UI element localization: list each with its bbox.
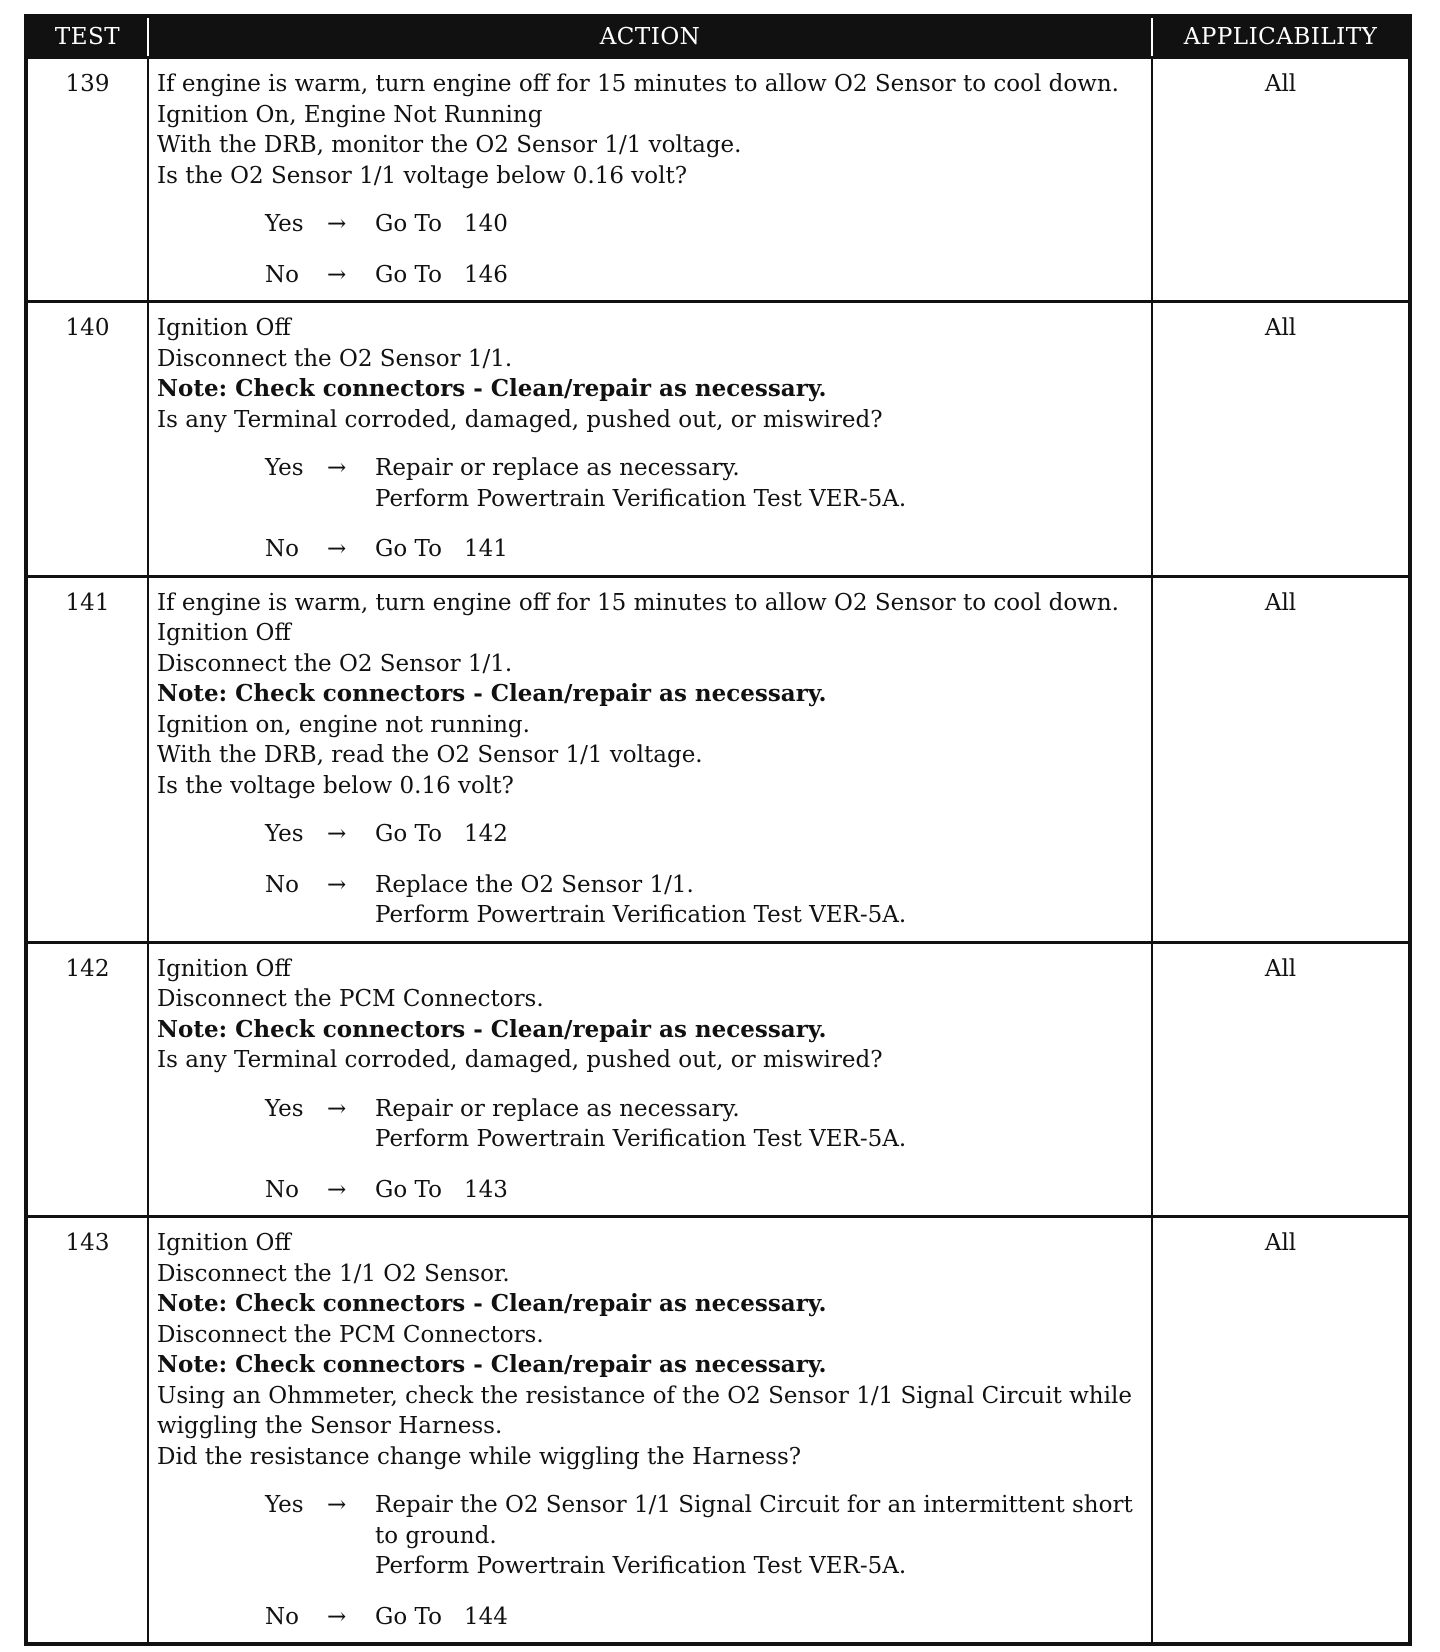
answer-result: [375, 819, 1145, 850]
action-step: Ignition Off: [157, 620, 291, 646]
answer-instruction: Perform Powertrain Verification Test VER-5A.: [375, 485, 907, 512]
goto-reference: [375, 260, 1145, 291]
arrow-right-icon: →: [327, 261, 347, 288]
arrow-right-icon: →: [327, 821, 347, 847]
arrow-right-icon: →: [327, 1492, 347, 1518]
answer-label: No: [265, 536, 299, 562]
arrow-right-icon: →: [327, 1095, 347, 1122]
answer-no: [265, 534, 1145, 565]
goto-reference: [375, 534, 1145, 565]
answer-result: [375, 1602, 1145, 1633]
goto-target: 142: [463, 821, 508, 847]
answer-yes: [265, 209, 1145, 240]
applicability-value: All: [1152, 302, 1410, 577]
action-note: Note: Check connectors - Clean/repair as necessary.: [157, 680, 827, 707]
answer-instruction: Perform Powertrain Verification Test VER-5A.: [375, 1553, 907, 1579]
answer-result: [375, 260, 1145, 291]
table-row: [26, 576, 1410, 942]
action-step: Is the O2 Sensor 1/1 voltage below 0.16 volt?: [157, 162, 688, 189]
action-step: With the DRB, read the O2 Sensor 1/1 voltage.: [157, 742, 703, 768]
answer-label: No: [265, 1176, 299, 1203]
action-step: With the DRB, monitor the O2 Sensor 1/1 voltage.: [157, 132, 742, 158]
answer-label: Yes: [265, 821, 304, 847]
answer-no: [265, 870, 1145, 931]
action-step: Ignition Off: [157, 1230, 291, 1256]
answer-instruction: Repair or replace as necessary.: [375, 455, 740, 481]
answer-no: [265, 260, 1145, 291]
arrow-right-icon: →: [327, 211, 347, 237]
answer-instruction: Perform Powertrain Verification Test VER-5A.: [375, 902, 907, 928]
goto-target: 144: [463, 1603, 508, 1630]
table-row: [26, 302, 1410, 577]
action-step: Did the resistance change while wiggling the Harness?: [157, 1443, 802, 1470]
goto-reference: [375, 209, 1145, 240]
action-note: Note: Check connectors - Clean/repair as necessary.: [157, 1351, 827, 1378]
goto-label: Go To: [375, 821, 442, 847]
action-step: Ignition On, Engine Not Running: [157, 101, 543, 128]
answer-yes: [265, 453, 1145, 514]
goto-label: Go To: [375, 261, 442, 288]
answer-result: [375, 1094, 1145, 1155]
answer-label: Yes: [265, 1492, 304, 1518]
goto-target: 146: [463, 261, 508, 288]
answer-yes: [265, 819, 1145, 850]
action-step: Disconnect the O2 Sensor 1/1.: [157, 650, 513, 677]
arrow-right-icon: →: [327, 1603, 347, 1630]
answer-list: [157, 453, 1145, 565]
action-cell: [148, 942, 1152, 1217]
action-step: Using an Ohmmeter, check the resistance of the O2 Sensor 1/1 Signal Circuit while wiggling the Sensor Harness.: [157, 1382, 1132, 1439]
test-number: 140: [26, 302, 148, 577]
answer-list: [157, 819, 1145, 931]
action-step: Disconnect the PCM Connectors.: [157, 986, 544, 1012]
goto-label: Go To: [375, 211, 442, 237]
answer-instruction: Repair the O2 Sensor 1/1 Signal Circuit for an intermittent short to ground.: [375, 1492, 1133, 1549]
answer-label: Yes: [265, 211, 304, 237]
action-cell: [148, 58, 1152, 302]
applicability-value: All: [1152, 58, 1410, 302]
action-step: Is any Terminal corroded, damaged, pushed out, or miswired?: [157, 406, 883, 433]
applicability-value: All: [1152, 576, 1410, 942]
answer-result: [375, 453, 1145, 514]
action-step: Disconnect the PCM Connectors.: [157, 1321, 544, 1348]
answer-instruction: Perform Powertrain Verification Test VER-5A.: [375, 1126, 907, 1152]
answer-result: [375, 870, 1145, 931]
goto-target: 140: [463, 211, 508, 237]
action-note: Note: Check connectors - Clean/repair as necessary.: [157, 1015, 827, 1043]
answer-result: [375, 209, 1145, 240]
arrow-right-icon: →: [327, 455, 347, 481]
arrow-right-icon: →: [327, 536, 347, 562]
test-number: 139: [26, 58, 148, 302]
column-header-test: TEST: [26, 16, 148, 58]
answer-no: [265, 1175, 1145, 1206]
action-cell: [148, 302, 1152, 577]
answer-instruction: Replace the O2 Sensor 1/1.: [375, 871, 694, 898]
answer-label: No: [265, 871, 299, 898]
answer-list: [157, 1094, 1145, 1206]
answer-instruction: Repair or replace as necessary.: [375, 1095, 740, 1122]
applicability-value: All: [1152, 1217, 1410, 1645]
action-note: Note: Check connectors - Clean/repair as necessary.: [157, 1290, 827, 1317]
action-note: Note: Check connectors - Clean/repair as necessary.: [157, 375, 827, 402]
action-step: If engine is warm, turn engine off for 15 minutes to allow O2 Sensor to cool down.: [157, 71, 1119, 97]
answer-label: Yes: [265, 1095, 304, 1122]
action-step: Is the voltage below 0.16 volt?: [157, 772, 514, 799]
test-number: 141: [26, 576, 148, 942]
answer-result: [375, 1490, 1145, 1582]
action-cell: [148, 1217, 1152, 1645]
applicability-value: All: [1152, 942, 1410, 1217]
action-step: Is any Terminal corroded, damaged, pushed out, or miswired?: [157, 1047, 883, 1073]
table-row: [26, 58, 1410, 302]
action-step: Disconnect the 1/1 O2 Sensor.: [157, 1260, 510, 1287]
action-step: Disconnect the O2 Sensor 1/1.: [157, 345, 513, 372]
answer-label: No: [265, 1603, 299, 1630]
column-header-action: ACTION: [148, 16, 1152, 58]
goto-reference: [375, 1175, 1145, 1206]
table-header: [26, 16, 1410, 58]
diagnostic-test-table: [24, 14, 1412, 1646]
answer-result: [375, 1175, 1145, 1206]
arrow-right-icon: →: [327, 1176, 347, 1203]
answer-result: [375, 534, 1145, 565]
test-number: 143: [26, 1217, 148, 1645]
goto-reference: [375, 819, 1145, 850]
table-body: [26, 58, 1410, 1645]
test-number: 142: [26, 942, 148, 1217]
action-cell: [148, 576, 1152, 942]
action-step: If engine is warm, turn engine off for 15 minutes to allow O2 Sensor to cool down.: [157, 589, 1119, 616]
answer-list: [157, 209, 1145, 290]
table-row: [26, 1217, 1410, 1645]
action-step: Ignition Off: [157, 315, 291, 341]
goto-target: 141: [463, 536, 508, 562]
answer-label: Yes: [265, 455, 304, 481]
arrow-right-icon: →: [327, 871, 347, 898]
answer-list: [157, 1490, 1145, 1632]
table-row: [26, 942, 1410, 1217]
answer-yes: [265, 1490, 1145, 1582]
answer-yes: [265, 1094, 1145, 1155]
answer-label: No: [265, 261, 299, 288]
answer-no: [265, 1602, 1145, 1633]
column-header-applicability: APPLICABILITY: [1152, 16, 1410, 58]
action-step: Ignition Off: [157, 955, 291, 982]
goto-reference: [375, 1602, 1145, 1633]
action-step: Ignition on, engine not running.: [157, 711, 530, 738]
goto-label: Go To: [375, 1176, 442, 1203]
goto-label: Go To: [375, 1603, 442, 1630]
goto-label: Go To: [375, 536, 442, 562]
goto-target: 143: [463, 1176, 508, 1203]
